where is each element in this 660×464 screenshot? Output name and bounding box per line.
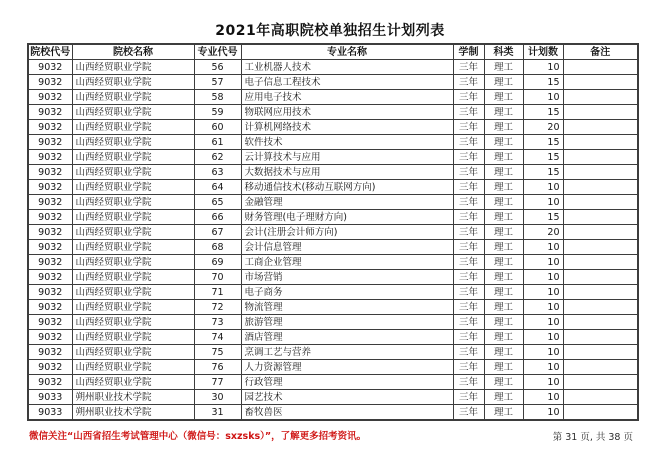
cell-remarks xyxy=(563,375,638,390)
table-body xyxy=(28,60,638,421)
enrollment-plan-table xyxy=(27,43,639,421)
cell-planned-count: 15 xyxy=(523,105,563,120)
cell-major-code: 66 xyxy=(194,210,241,225)
cell-college-code: 9032 xyxy=(28,195,72,210)
cell-college-name: 山西经贸职业学院 xyxy=(72,60,194,75)
column-header-planned-count: 计划数 xyxy=(523,44,563,60)
cell-college-code: 9032 xyxy=(28,345,72,360)
table-row xyxy=(28,345,638,360)
table-row xyxy=(28,150,638,165)
cell-planned-count: 10 xyxy=(523,255,563,270)
cell-planned-count: 15 xyxy=(523,135,563,150)
column-header-college-code: 院校代号 xyxy=(28,44,72,60)
cell-duration: 三年 xyxy=(453,285,484,300)
cell-remarks xyxy=(563,120,638,135)
cell-major-code: 57 xyxy=(194,75,241,90)
cell-category: 理工 xyxy=(484,345,523,360)
cell-major-code: 30 xyxy=(194,390,241,405)
cell-college-code: 9032 xyxy=(28,60,72,75)
cell-remarks xyxy=(563,405,638,421)
cell-college-name: 山西经贸职业学院 xyxy=(72,135,194,150)
cell-major-name: 云计算技术与应用 xyxy=(241,150,453,165)
column-header-college-name: 院校名称 xyxy=(72,44,194,60)
cell-major-code: 61 xyxy=(194,135,241,150)
cell-duration: 三年 xyxy=(453,165,484,180)
cell-category: 理工 xyxy=(484,90,523,105)
cell-remarks xyxy=(563,210,638,225)
cell-remarks xyxy=(563,195,638,210)
cell-college-name: 山西经贸职业学院 xyxy=(72,150,194,165)
cell-college-code: 9033 xyxy=(28,390,72,405)
cell-remarks xyxy=(563,390,638,405)
cell-major-code: 56 xyxy=(194,60,241,75)
cell-planned-count: 10 xyxy=(523,405,563,421)
cell-college-code: 9032 xyxy=(28,165,72,180)
cell-duration: 三年 xyxy=(453,405,484,421)
cell-remarks xyxy=(563,240,638,255)
cell-remarks xyxy=(563,270,638,285)
cell-college-name: 山西经贸职业学院 xyxy=(72,285,194,300)
cell-major-code: 64 xyxy=(194,180,241,195)
cell-planned-count: 20 xyxy=(523,120,563,135)
cell-major-code: 58 xyxy=(194,90,241,105)
cell-planned-count: 10 xyxy=(523,390,563,405)
cell-major-name: 畜牧兽医 xyxy=(241,405,453,421)
cell-college-name: 山西经贸职业学院 xyxy=(72,90,194,105)
table-row xyxy=(28,255,638,270)
cell-remarks xyxy=(563,90,638,105)
cell-college-code: 9032 xyxy=(28,120,72,135)
cell-duration: 三年 xyxy=(453,300,484,315)
cell-major-code: 75 xyxy=(194,345,241,360)
cell-major-code: 77 xyxy=(194,375,241,390)
cell-major-name: 酒店管理 xyxy=(241,330,453,345)
cell-category: 理工 xyxy=(484,75,523,90)
cell-duration: 三年 xyxy=(453,90,484,105)
cell-major-code: 73 xyxy=(194,315,241,330)
table-row xyxy=(28,270,638,285)
cell-college-code: 9032 xyxy=(28,180,72,195)
cell-category: 理工 xyxy=(484,285,523,300)
cell-college-name: 山西经贸职业学院 xyxy=(72,180,194,195)
cell-college-code: 9032 xyxy=(28,300,72,315)
table-row xyxy=(28,75,638,90)
cell-major-code: 65 xyxy=(194,195,241,210)
table-row xyxy=(28,120,638,135)
cell-college-code: 9032 xyxy=(28,270,72,285)
cell-planned-count: 15 xyxy=(523,210,563,225)
cell-category: 理工 xyxy=(484,120,523,135)
cell-college-name: 山西经贸职业学院 xyxy=(72,360,194,375)
cell-major-name: 园艺技术 xyxy=(241,390,453,405)
cell-major-name: 旅游管理 xyxy=(241,315,453,330)
cell-college-name: 山西经贸职业学院 xyxy=(72,375,194,390)
cell-remarks xyxy=(563,255,638,270)
cell-remarks xyxy=(563,150,638,165)
cell-duration: 三年 xyxy=(453,135,484,150)
table-row xyxy=(28,240,638,255)
cell-college-name: 山西经贸职业学院 xyxy=(72,270,194,285)
cell-remarks xyxy=(563,225,638,240)
cell-major-code: 70 xyxy=(194,270,241,285)
cell-college-name: 朔州职业技术学院 xyxy=(72,390,194,405)
cell-duration: 三年 xyxy=(453,180,484,195)
cell-remarks xyxy=(563,135,638,150)
cell-major-name: 人力资源管理 xyxy=(241,360,453,375)
cell-category: 理工 xyxy=(484,255,523,270)
cell-major-code: 60 xyxy=(194,120,241,135)
cell-category: 理工 xyxy=(484,330,523,345)
table-row xyxy=(28,300,638,315)
cell-major-name: 电子商务 xyxy=(241,285,453,300)
cell-remarks xyxy=(563,60,638,75)
cell-college-code: 9032 xyxy=(28,255,72,270)
cell-duration: 三年 xyxy=(453,360,484,375)
cell-remarks xyxy=(563,315,638,330)
cell-major-code: 59 xyxy=(194,105,241,120)
cell-planned-count: 10 xyxy=(523,360,563,375)
column-header-remarks: 备注 xyxy=(563,44,638,60)
cell-planned-count: 10 xyxy=(523,240,563,255)
cell-college-code: 9032 xyxy=(28,225,72,240)
cell-category: 理工 xyxy=(484,375,523,390)
cell-planned-count: 15 xyxy=(523,165,563,180)
table-row xyxy=(28,135,638,150)
cell-college-name: 山西经贸职业学院 xyxy=(72,255,194,270)
cell-major-name: 软件技术 xyxy=(241,135,453,150)
column-header-duration: 学制 xyxy=(453,44,484,60)
cell-major-name: 物流管理 xyxy=(241,300,453,315)
cell-duration: 三年 xyxy=(453,75,484,90)
table-row xyxy=(28,195,638,210)
cell-remarks xyxy=(563,165,638,180)
cell-duration: 三年 xyxy=(453,390,484,405)
cell-remarks xyxy=(563,285,638,300)
cell-college-name: 山西经贸职业学院 xyxy=(72,105,194,120)
cell-college-name: 山西经贸职业学院 xyxy=(72,330,194,345)
cell-category: 理工 xyxy=(484,60,523,75)
cell-college-name: 山西经贸职业学院 xyxy=(72,225,194,240)
cell-duration: 三年 xyxy=(453,315,484,330)
cell-planned-count: 10 xyxy=(523,270,563,285)
table-row xyxy=(28,285,638,300)
cell-duration: 三年 xyxy=(453,270,484,285)
cell-category: 理工 xyxy=(484,225,523,240)
cell-duration: 三年 xyxy=(453,225,484,240)
cell-college-name: 山西经贸职业学院 xyxy=(72,300,194,315)
cell-duration: 三年 xyxy=(453,240,484,255)
cell-major-name: 电子信息工程技术 xyxy=(241,75,453,90)
cell-duration: 三年 xyxy=(453,375,484,390)
cell-remarks xyxy=(563,300,638,315)
cell-remarks xyxy=(563,330,638,345)
cell-category: 理工 xyxy=(484,300,523,315)
cell-major-code: 69 xyxy=(194,255,241,270)
cell-major-code: 68 xyxy=(194,240,241,255)
cell-major-name: 市场营销 xyxy=(241,270,453,285)
table-row xyxy=(28,90,638,105)
cell-major-name: 会计(注册会计师方向) xyxy=(241,225,453,240)
cell-major-name: 移动通信技术(移动互联网方向) xyxy=(241,180,453,195)
page-number: 第 31 页, 共 38 页 xyxy=(552,432,633,443)
cell-duration: 三年 xyxy=(453,195,484,210)
cell-duration: 三年 xyxy=(453,60,484,75)
cell-category: 理工 xyxy=(484,165,523,180)
cell-college-name: 山西经贸职业学院 xyxy=(72,315,194,330)
cell-planned-count: 10 xyxy=(523,180,563,195)
cell-category: 理工 xyxy=(484,315,523,330)
cell-planned-count: 10 xyxy=(523,330,563,345)
cell-college-name: 朔州职业技术学院 xyxy=(72,405,194,421)
cell-category: 理工 xyxy=(484,195,523,210)
cell-major-name: 工商企业管理 xyxy=(241,255,453,270)
cell-college-name: 山西经贸职业学院 xyxy=(72,120,194,135)
cell-planned-count: 10 xyxy=(523,375,563,390)
cell-major-name: 工业机器人技术 xyxy=(241,60,453,75)
cell-duration: 三年 xyxy=(453,105,484,120)
cell-college-name: 山西经贸职业学院 xyxy=(72,195,194,210)
cell-planned-count: 10 xyxy=(523,195,563,210)
cell-planned-count: 15 xyxy=(523,150,563,165)
cell-category: 理工 xyxy=(484,270,523,285)
cell-major-code: 31 xyxy=(194,405,241,421)
cell-planned-count: 20 xyxy=(523,225,563,240)
cell-planned-count: 10 xyxy=(523,90,563,105)
cell-major-name: 大数据技术与应用 xyxy=(241,165,453,180)
column-header-major-code: 专业代号 xyxy=(194,44,241,60)
cell-planned-count: 10 xyxy=(523,60,563,75)
cell-college-code: 9032 xyxy=(28,150,72,165)
cell-remarks xyxy=(563,345,638,360)
table-row xyxy=(28,180,638,195)
cell-duration: 三年 xyxy=(453,330,484,345)
cell-major-code: 63 xyxy=(194,165,241,180)
cell-major-name: 烹调工艺与营养 xyxy=(241,345,453,360)
cell-major-name: 物联网应用技术 xyxy=(241,105,453,120)
cell-planned-count: 10 xyxy=(523,300,563,315)
table-row xyxy=(28,330,638,345)
cell-major-name: 金融管理 xyxy=(241,195,453,210)
cell-major-name: 会计信息管理 xyxy=(241,240,453,255)
cell-planned-count: 15 xyxy=(523,75,563,90)
cell-college-code: 9032 xyxy=(28,315,72,330)
table-row xyxy=(28,44,638,60)
table-row xyxy=(28,405,638,421)
cell-major-name: 计算机网络技术 xyxy=(241,120,453,135)
table-row xyxy=(28,225,638,240)
cell-category: 理工 xyxy=(484,105,523,120)
cell-college-name: 山西经贸职业学院 xyxy=(72,240,194,255)
cell-college-name: 山西经贸职业学院 xyxy=(72,345,194,360)
cell-major-code: 67 xyxy=(194,225,241,240)
cell-category: 理工 xyxy=(484,135,523,150)
cell-college-code: 9033 xyxy=(28,405,72,421)
cell-major-name: 财务管理(电子理财方向) xyxy=(241,210,453,225)
cell-college-name: 山西经贸职业学院 xyxy=(72,165,194,180)
cell-duration: 三年 xyxy=(453,255,484,270)
cell-category: 理工 xyxy=(484,180,523,195)
cell-remarks xyxy=(563,360,638,375)
cell-major-code: 71 xyxy=(194,285,241,300)
column-header-major-name: 专业名称 xyxy=(241,44,453,60)
cell-remarks xyxy=(563,105,638,120)
cell-college-code: 9032 xyxy=(28,285,72,300)
cell-major-code: 74 xyxy=(194,330,241,345)
cell-remarks xyxy=(563,75,638,90)
cell-college-code: 9032 xyxy=(28,75,72,90)
cell-college-code: 9032 xyxy=(28,240,72,255)
cell-planned-count: 10 xyxy=(523,315,563,330)
cell-major-code: 76 xyxy=(194,360,241,375)
cell-category: 理工 xyxy=(484,360,523,375)
column-header-category: 科类 xyxy=(484,44,523,60)
cell-college-name: 山西经贸职业学院 xyxy=(72,75,194,90)
table-row xyxy=(28,390,638,405)
cell-college-code: 9032 xyxy=(28,90,72,105)
table-row xyxy=(28,210,638,225)
cell-planned-count: 10 xyxy=(523,345,563,360)
cell-category: 理工 xyxy=(484,405,523,421)
table-row xyxy=(28,165,638,180)
cell-major-code: 72 xyxy=(194,300,241,315)
cell-duration: 三年 xyxy=(453,210,484,225)
wechat-notice: 微信关注“山西省招生考试管理中心（微信号：sxzsks）”，了解更多招考资讯。 xyxy=(29,431,367,442)
cell-college-code: 9032 xyxy=(28,135,72,150)
table-row xyxy=(28,315,638,330)
cell-remarks xyxy=(563,180,638,195)
cell-duration: 三年 xyxy=(453,150,484,165)
cell-college-code: 9032 xyxy=(28,360,72,375)
table-row xyxy=(28,105,638,120)
cell-category: 理工 xyxy=(484,240,523,255)
table-row xyxy=(28,60,638,75)
table-row xyxy=(28,360,638,375)
table-row xyxy=(28,375,638,390)
cell-major-name: 应用电子技术 xyxy=(241,90,453,105)
cell-college-name: 山西经贸职业学院 xyxy=(72,210,194,225)
cell-planned-count: 10 xyxy=(523,285,563,300)
table-header-row xyxy=(28,44,638,60)
cell-major-code: 62 xyxy=(194,150,241,165)
cell-category: 理工 xyxy=(484,210,523,225)
cell-college-code: 9032 xyxy=(28,375,72,390)
cell-college-code: 9032 xyxy=(28,210,72,225)
cell-category: 理工 xyxy=(484,150,523,165)
page-title: 2021年高职院校单独招生计划列表 xyxy=(215,23,445,39)
cell-duration: 三年 xyxy=(453,345,484,360)
cell-college-code: 9032 xyxy=(28,105,72,120)
cell-major-name: 行政管理 xyxy=(241,375,453,390)
cell-category: 理工 xyxy=(484,390,523,405)
cell-duration: 三年 xyxy=(453,120,484,135)
cell-college-code: 9032 xyxy=(28,330,72,345)
